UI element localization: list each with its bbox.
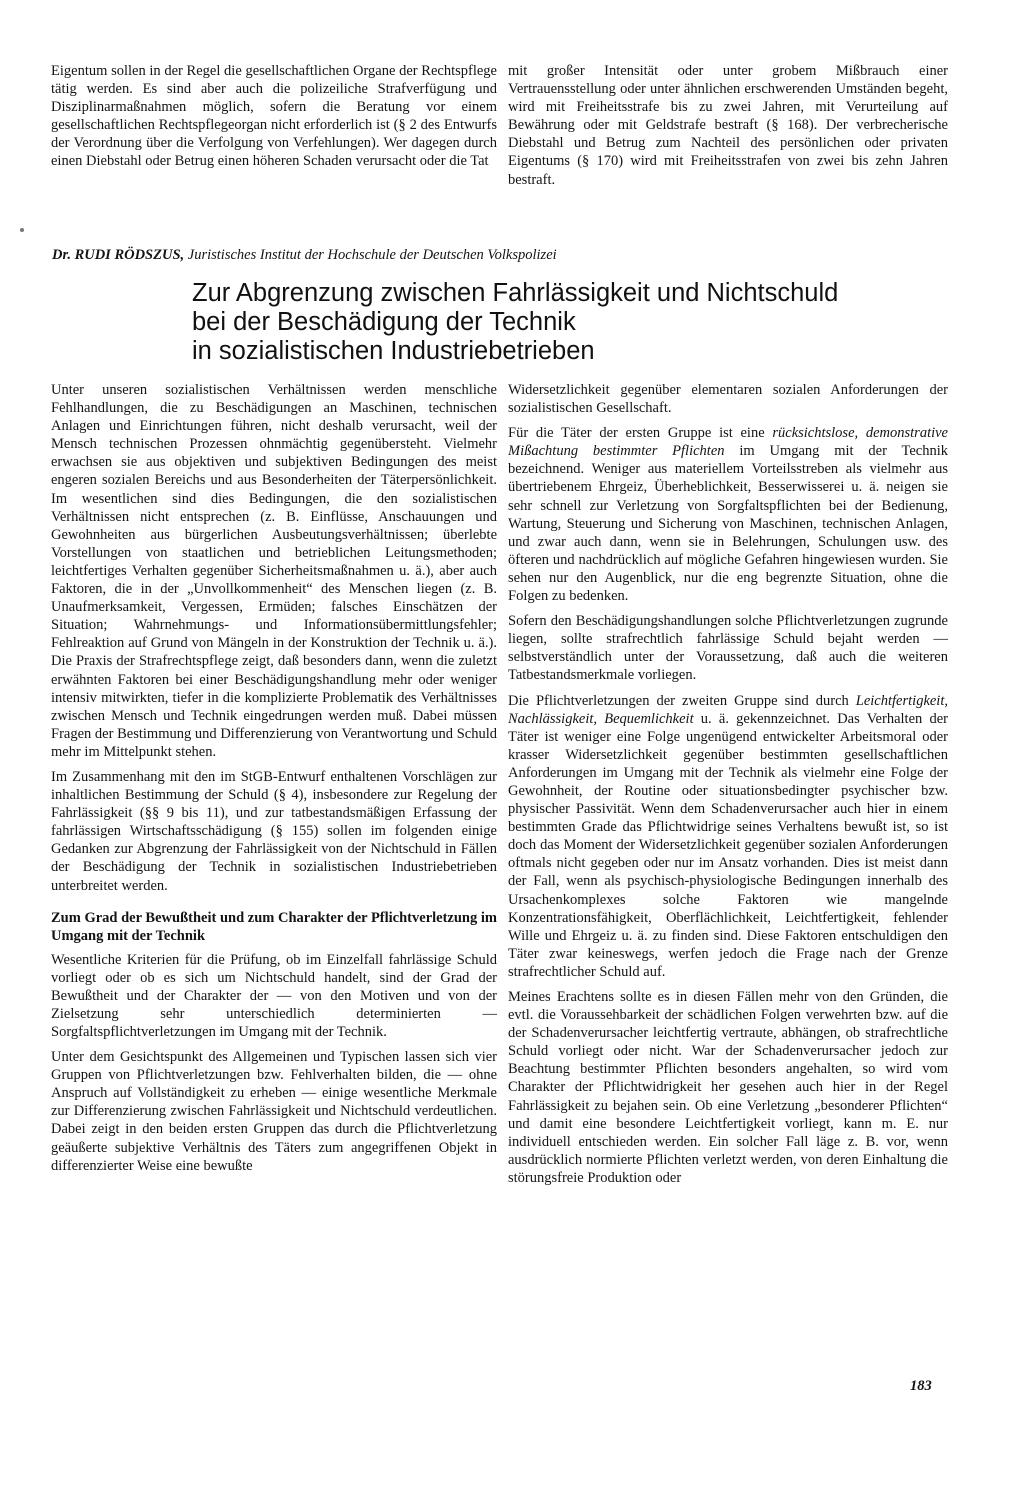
text-run: Die Pflichtverletzungen der zweiten Gruppe sind durch [508, 692, 856, 709]
text-run: u. ä. gekennzeichnet. Das Verhalten der Täter ist weniger eine Folge ungenügend entwickelter Arbeitsmoral oder krasser Widersetzlichkeit gegenüber bestimmten gesellschaftlichen Anforderungen im Umgang mit der Technik als vielmehr eine Folge der Gewohnheit, der Routine oder situationsbedingter psychischer bzw. physischer Passivität. Wenn dem Schadenverursacher auch hier in einem bestimmten Grade das Pflichtwidrige seines Verhaltens bewußt ist, so ist doch das Moment der Widersetzlichkeit gegenüber sozialen Anforderungen oftmals nicht gegeben oder nur im Ansatz vorhanden. Dies ist meist dann der Fall, wenn als psychisch-physiologische Bedingungen innerhalb des Ursachenkomplexes solche Faktoren wie mangelnde Konzentrationsfähigkeit, Oberflächlichkeit, Leichtfertigkeit, fehlender Wille und Ehrgeiz u. ä. zu finden sind. Diese Faktoren entschuldigen den Täter zwar keineswegs, werfen jedoch die Frage nach der Grenze strafrechtlicher Schuld auf. [508, 710, 948, 980]
paragraph: Eigentum sollen in der Regel die gesellschaftlichen Organe der Rechtspflege tätig werden. Es sind aber auch die polizeiliche Strafverfügung und Disziplinarmaßnahmen möglich, sofern die Beratung vor einem gesellschaftlichen Rechtspflegeorgan nicht erforderlich ist (§ 2 des Entwurfs der Verordnung über die Verfolgung von Verfehlungen). Wer dagegen durch einen Diebstahl oder Betrug einen höheren Schaden verursacht oder die Tat [51, 63, 497, 170]
paragraph [508, 692, 948, 982]
article-right-column [508, 381, 948, 1194]
article-left-column [51, 381, 497, 1182]
paragraph: Im Zusammenhang mit den im StGB-Entwurf enthaltenen Vorschlägen zur inhaltlichen Bestimmung der Schuld (§ 4), insbesondere zur Regelung der Fahrlässigkeit (§§ 9 bis 11), und zur tatbestandsmäßigen Erfassung der fahrlässigen Wirtschaftsschädigung (§ 155) sollen im folgenden einige Gedanken zur Abgrenzung der Fahrlässigkeit von der Nichtschuld in Fällen der Beschädigung der Technik in sozialistischen Industriebetrieben unterbreitet werden. [51, 768, 497, 894]
title-line-1: Zur Abgrenzung zwischen Fahrlässigkeit und Nichtschuld [192, 279, 839, 307]
author-affiliation: Juristisches Institut der Hochschule der Deutschen Volkspolizei [187, 247, 557, 263]
paragraph: Meines Erachtens sollte es in diesen Fällen mehr von den Gründen, die evtl. die Voraussehbarkeit der schädlichen Folgen verwehrten bzw. auf die der Schadenverursacher leichtfertig vertraute, abhängen, ob strafrechtliche Schuld vorliegt oder nicht. War der Schadenverursacher jedoch zur Beachtung bestimmter Pflichten besonders angehalten, so wird vom Charakter der Pflichtwidrigkeit her gesehen auch hier in der Regel Fahrlässigkeit zu bejahen sein. Ob eine Verletzung „besonderer Pflichten“ und damit eine besondere Leichtfertigkeit vorliegt, kann m. E. nur individuell entschieden werden. Ein solcher Fall läge z. B. vor, wenn ausdrücklich normierte Pflichten verletzt werden, von deren Einhaltung die störungsfreie Produktion oder [508, 989, 948, 1186]
paragraph: Unter unseren sozialistischen Verhältnissen werden menschliche Fehlhandlungen, die zu Beschädigungen an Maschinen, technischen Anlagen und Einrichtungen führen, nicht deshalb verursacht, weil der Mensch technischen Prozessen ohnmächtig gegenübersteht. Vielmehr erwachsen sie aus objektiven und subjektiven Bedingungen des meist engeren sozialen Bereichs und aus Besonderheiten der Täterpersönlichkeit. Im wesentlichen sind dies Bedingungen, die den sozialistischen Verhältnissen nicht entsprechen (z. B. Einflüsse, Anschauungen und Gewohnheiten aus bürgerlichen Ausbeutungsverhältnissen; überlebte Vorstellungen von staatlichen und betrieblichen Leitungsmethoden; leichtfertiges Verhalten gegenüber Sicherheitsmaßnahmen u. ä.), aber auch Faktoren, die in der „Unvollkommenheit“ des Menschen liegen (z. B. Unaufmerksamkeit, Vergessen, Ermüden; falsches Einschätzen der Situation; Wahrnehmungs- und Informationsübermittlungsfehler; Fehlreaktion auf Grund von Mängeln in der Konstruktion der Technik u. ä.). Die Praxis der Strafrechtspflege zeigt, daß besonders dann, wenn die zuletzt erwähnten Faktoren bei einer Beschädigungshandlung mehr oder weniger intensiv mitwirkten, tiefer in die komplizierte Problematik des Verhältnisses zwischen Mensch und Technik eingedrungen werden muß. Dabei müssen Fragen der Bestimmung und Differenzierung von Verantwortung und Schuld mehr im Mittelpunkt stehen. [51, 382, 497, 760]
title-line-3: in sozialistischen Industriebetrieben [192, 337, 595, 365]
page-number: 183 [910, 1378, 932, 1394]
text-run: im Umgang mit der Technik bezeichnend. Weniger aus materiellem Vorteilsstreben als vielmehr aus übertriebenem Ehrgeiz, Überheblichkeit, Besserwisserei u. ä. neigen sie sehr schnell zur Verletzung von Sorgfaltspflichten bei der Bedienung, Wartung, Steuerung und Sicherung von Maschinen, technischen Anlagen, und zwar auch dann, wenn sie in Belehrungen, Schulungen usw. des öfteren und nachdrücklich auf mögliche Gefahren hingewiesen wurden. Sie sehen nur den Augenblick, nur die eng begrenzte Situation, ohne die Folgen zu bedenken. [508, 443, 948, 605]
article-title [192, 279, 952, 366]
section-heading: Zum Grad der Bewußtheit und zum Charakter der Pflichtverletzung im Umgang mit der Technik [51, 909, 497, 944]
paragraph: Sofern den Beschädigungshandlungen solche Pflichtverletzungen zugrunde liegen, sollte strafrechtlich fahrlässige Schuld bejaht werden — selbstverständlich unter der Voraussetzung, daß auch die weiteren Tatbestandsmerkmale vorliegen. [508, 613, 948, 684]
top-left-column [51, 62, 497, 178]
author-name: Dr. RUDI RÖDSZUS, [52, 247, 185, 263]
emphasis: rücksichtslose, demonstrative Mißachtung bestimmter Pflichten [508, 425, 948, 460]
top-right-column [508, 62, 948, 196]
paragraph: mit großer Intensität oder unter grobem Mißbrauch einer Vertrauensstellung oder unter ähnlichen erschwerenden Umständen begeht, wird mit Freiheitsstrafe bis zu zwei Jahren, mit Verurteilung auf Bewährung oder mit Geldstrafe bestraft (§ 168). Der verbrecherische Diebstahl und Betrug zum Nachteil des persönlichen oder privaten Eigentums (§ 170) wird mit Freiheitsstrafen von zwei bis zehn Jahren bestraft. [508, 63, 948, 188]
paragraph: Unter dem Gesichtspunkt des Allgemeinen und Typischen lassen sich vier Gruppen von Pflichtverletzungen bzw. Fehlverhalten bilden, die — ohne Anspruch auf Vollständigkeit zu erheben — einige wesentliche Merkmale zur Differenzierung zwischen Fahrlässigkeit und Nichtschuld verdeutlichen. Dabei zeigt in den beiden ersten Gruppen das durch die Pflichtverletzung geäußerte subjektive Verhältnis des Täters zum angegriffenen Objekt in differenzierter Weise eine bewußte [51, 1049, 497, 1174]
byline [52, 247, 952, 264]
text-run: Für die Täter der ersten Gruppe ist eine [508, 425, 773, 442]
margin-mark [20, 228, 24, 232]
emphasis: Leichtfertigkeit, Nachlässigkeit, Bequemlichkeit [508, 692, 948, 727]
title-line-2: bei der Beschädigung der Technik [192, 308, 576, 336]
paragraph: Widersetzlichkeit gegenüber elementaren sozialen Anforderungen der sozialistischen Gesellschaft. [508, 382, 948, 417]
paragraph [508, 424, 948, 605]
paragraph: Wesentliche Kriterien für die Prüfung, ob im Einzelfall fahrlässige Schuld vorliegt oder ob es sich um Nichtschuld handelt, sind der Grad der Bewußtheit und der Charakter der — von den Motiven und von der Zielsetzung sehr unterschiedlich determinierten — Sorgfaltspflichtverletzungen im Umgang mit der Technik. [51, 951, 497, 1040]
